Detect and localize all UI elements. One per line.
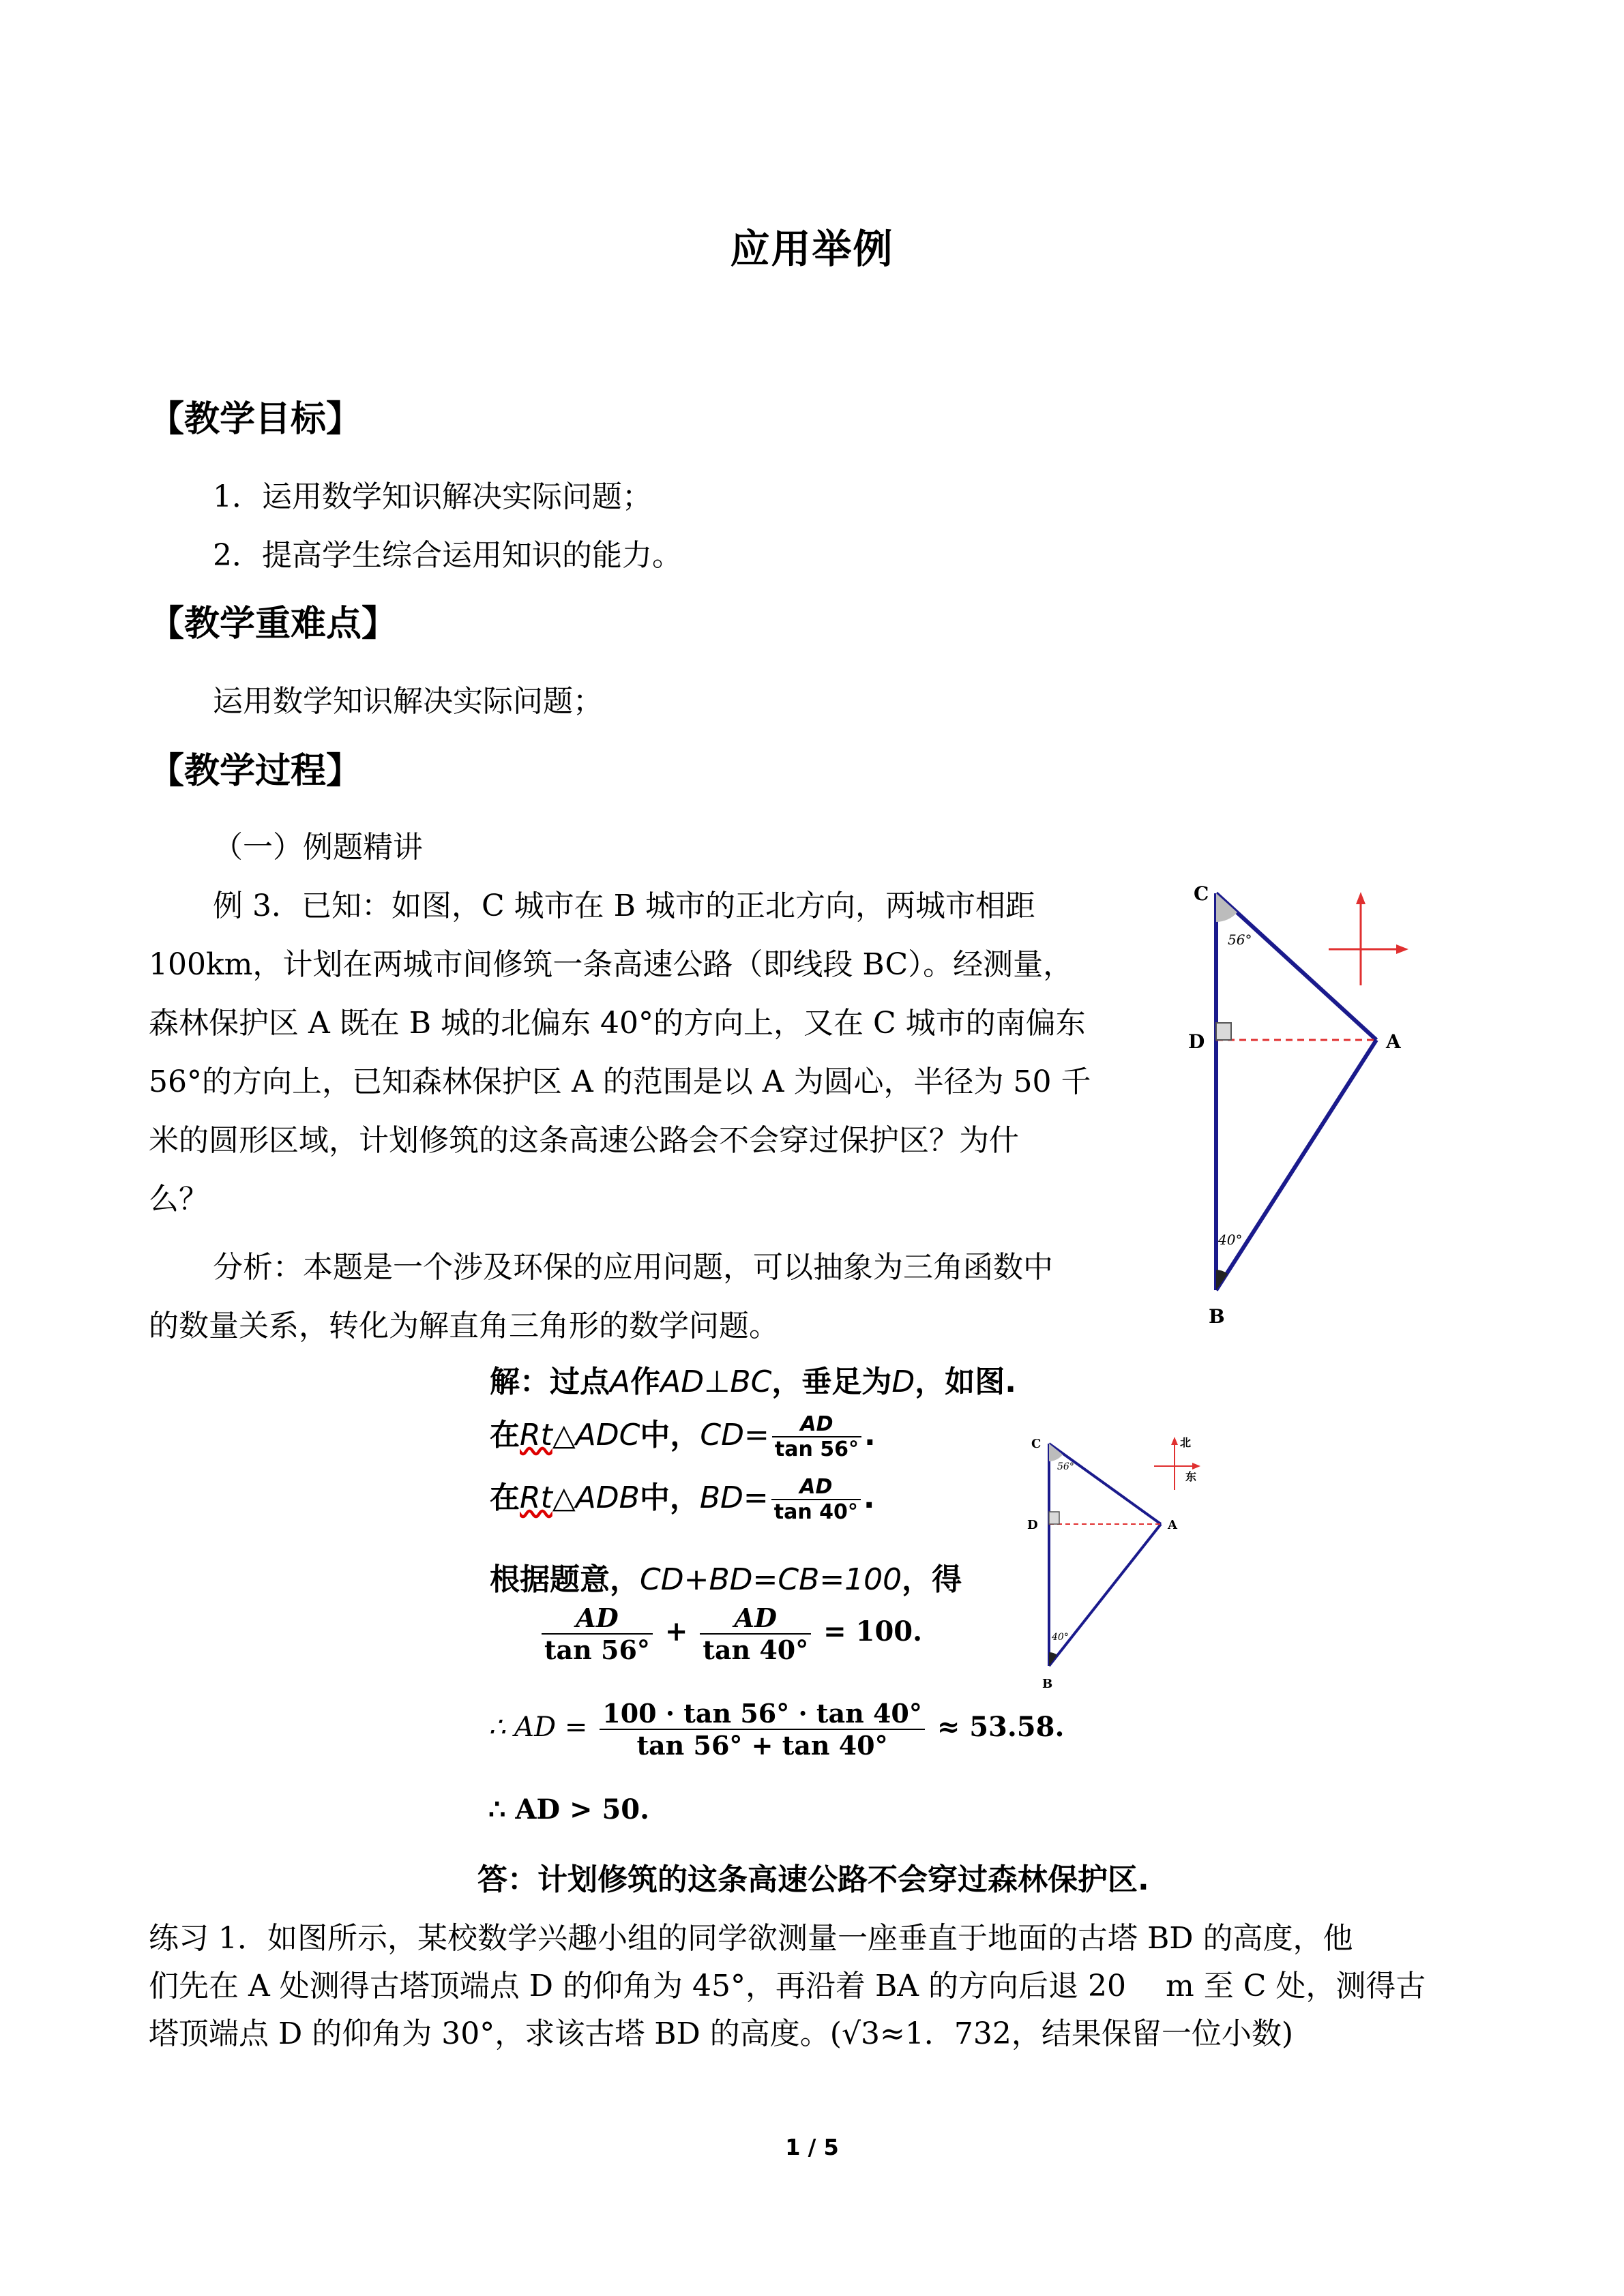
solution-line-4: 根据题意，CD+BD=CB=100，得 bbox=[490, 1562, 962, 1597]
page-number: 1 / 5 bbox=[785, 2134, 839, 2160]
example-line-1: 例 3．已知：如图，C 城市在 B 城市的正北方向，两城市相距 bbox=[213, 889, 1035, 923]
right-angle-marker bbox=[1216, 1023, 1231, 1040]
exercise-line-3: 塔顶端点 D 的仰角为 30°，求该古塔 BD 的高度。(√3≈1．732，结果保留一位小数) bbox=[149, 2016, 1294, 2051]
angle-arc-b bbox=[1216, 1270, 1228, 1290]
keypoints-heading: 【教学重难点】 bbox=[149, 603, 398, 644]
sub-heading: （一）例题精讲 bbox=[213, 830, 423, 865]
equation-3: ∴ AD > 50. bbox=[488, 1793, 650, 1825]
goals-heading: 【教学目标】 bbox=[149, 399, 362, 440]
example-line-4: 56°的方向上，已知森林保护区 A 的范围是以 A 为圆心，半径为 50 千 bbox=[149, 1064, 1091, 1099]
compass-north-arrow bbox=[1171, 1437, 1178, 1445]
fraction-bd: $\frac{AD}{\tan 40^\circ}$ bbox=[771, 1475, 861, 1524]
label-b: B bbox=[1042, 1677, 1053, 1691]
angle-label-bottom: 40° bbox=[1218, 1232, 1243, 1248]
angle-label-top: 56° bbox=[1228, 931, 1252, 948]
exercise-line-1: 练习 1．如图所示，某校数学兴趣小组的同学欲测量一座垂直于地面的古塔 BD 的高度，他 bbox=[149, 1921, 1353, 1956]
solution-line-1: 解：过点A作AD⊥BC，垂足为D，如图. bbox=[490, 1365, 1016, 1399]
example-line-2: 100km，计划在两城市间修筑一条高速公路（即线段 BC）。经测量， bbox=[149, 947, 1074, 982]
side-ab bbox=[1216, 1040, 1376, 1290]
label-east: 东 bbox=[1185, 1470, 1197, 1483]
label-c: C bbox=[1194, 882, 1209, 905]
label-d: D bbox=[1027, 1518, 1038, 1532]
goal-item-1: 1．运用数学知识解决实际问题； bbox=[213, 479, 652, 514]
example-line-6: 么？ bbox=[149, 1182, 209, 1217]
solution-line-2: 在Rt△ADC中，CD= $\frac{AD}{\tan 56^\circ}$ . bbox=[490, 1412, 876, 1461]
analysis-line-1: 分析：本题是一个涉及环保的应用问题，可以抽象为三角函数中 bbox=[213, 1250, 1053, 1285]
compass-east-arrow bbox=[1396, 944, 1408, 954]
side-ab bbox=[1049, 1524, 1161, 1666]
goal-item-2: 2．提高学生综合运用知识的能力。 bbox=[213, 538, 682, 573]
triangle-figure-1 bbox=[1173, 873, 1419, 1337]
compass-east-arrow bbox=[1192, 1463, 1200, 1470]
analysis-line-2: 的数量关系，转化为解直角三角形的数学问题。 bbox=[149, 1309, 779, 1343]
label-a: A bbox=[1386, 1030, 1401, 1053]
answer-line: 答：计划修筑的这条高速公路不会穿过森林保护区. bbox=[477, 1862, 1149, 1897]
page-title: 应用举例 bbox=[730, 226, 894, 272]
triangle-figure-2 bbox=[1016, 1422, 1221, 1695]
compass-north-arrow bbox=[1356, 892, 1365, 904]
exercise-line-2: 们先在 A 处测得古塔顶端点 D 的仰角为 45°，再沿着 BA 的方向后退 20 m 至 C 处，测得古 bbox=[149, 1969, 1426, 2003]
angle-label-bottom: 40° bbox=[1052, 1632, 1069, 1643]
right-angle-marker bbox=[1049, 1512, 1059, 1524]
keypoint-item-1: 运用数学知识解决实际问题； bbox=[213, 684, 603, 719]
side-ca bbox=[1216, 893, 1376, 1040]
example-line-5: 米的圆形区域，计划修筑的这条高速公路会不会穿过保护区？为什 bbox=[149, 1123, 1019, 1158]
process-heading: 【教学过程】 bbox=[149, 751, 362, 792]
label-b: B bbox=[1209, 1305, 1225, 1328]
label-d: D bbox=[1188, 1030, 1205, 1053]
label-c: C bbox=[1031, 1437, 1042, 1451]
label-north: 北 bbox=[1180, 1436, 1192, 1449]
angle-label-top: 56° bbox=[1057, 1461, 1074, 1472]
equation-1: $\frac{AD}{\tan 56^\circ}$ + $\frac{AD}{\tan 40^\circ}$ = 100. bbox=[539, 1602, 922, 1665]
side-ca bbox=[1049, 1444, 1161, 1524]
example-line-3: 森林保护区 A 既在 B 城的北偏东 40°的方向上，又在 C 城市的南偏东 bbox=[149, 1006, 1086, 1041]
solution-line-3: 在Rt△ADB中，BD= $\frac{AD}{\tan 40^\circ}$ . bbox=[490, 1475, 875, 1524]
fraction-cd: $\frac{AD}{\tan 56^\circ}$ bbox=[772, 1412, 861, 1461]
equation-2: ∴ AD = $\frac{100 \cdot \tan 56^\circ \cdot \tan 40^\circ}{\tan 56^\circ + \tan 40^\circ}$ ≈ 53.58. bbox=[488, 1698, 1065, 1761]
label-a: A bbox=[1168, 1518, 1177, 1532]
